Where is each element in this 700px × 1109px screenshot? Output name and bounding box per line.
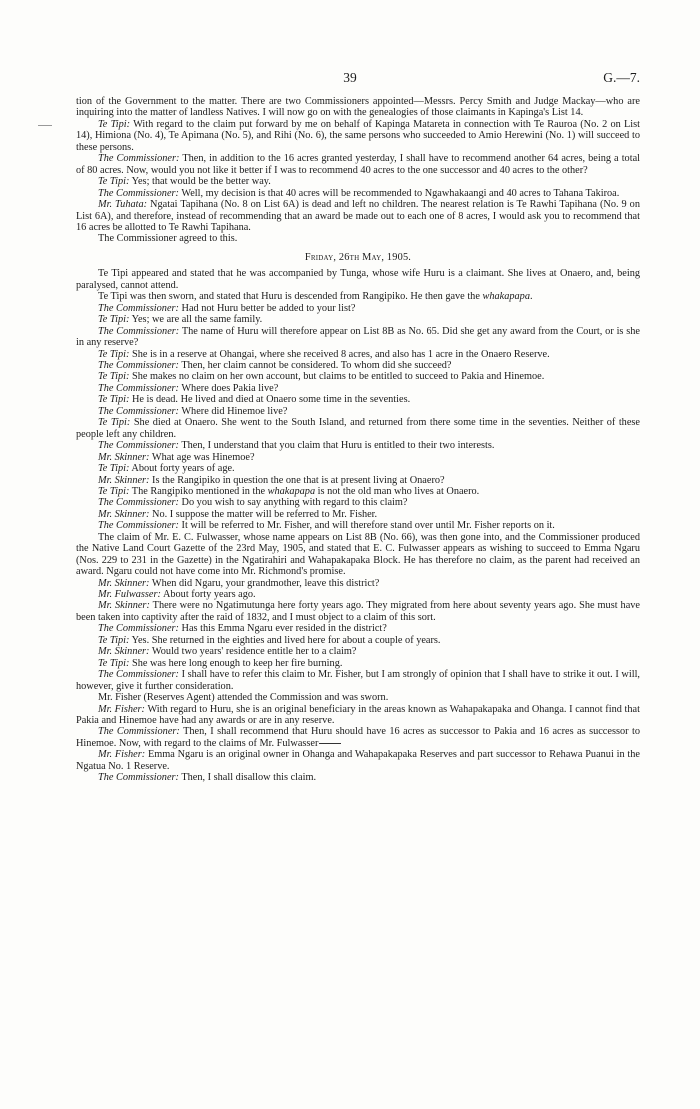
speaker-name: The Commissioner:	[98, 440, 179, 452]
italic-term: whakapapa	[267, 485, 316, 497]
paragraph	[76, 406, 640, 417]
paragraph	[76, 188, 640, 199]
paragraph	[76, 383, 640, 394]
paragraph	[76, 475, 640, 486]
margin-mark	[38, 125, 52, 126]
paragraph-text: Then, I shall disallow this claim.	[178, 772, 317, 784]
paragraph-text: About forty years of age.	[129, 463, 235, 475]
paragraph-text-end: .	[529, 291, 533, 303]
speaker-name: Te Tipi:	[98, 463, 130, 475]
speaker-name: The Commissioner:	[98, 726, 180, 738]
paragraph-text: Has this Emma Ngaru ever resided in the district?	[178, 623, 387, 635]
speaker-name: Mr. Skinner:	[98, 451, 150, 463]
paragraph	[76, 749, 640, 772]
paragraph-text: With regard to the claim put forward by me on behalf of Kapinga Matareta in connection with Te Rauroa (No. 2 on List 14), Himiona (No. 4), Te Apimana (No. 5), and Rihi (No. 6), the same persons who succeeded to Amio Herewini (No. 1) will succeed to these persons.	[76, 118, 640, 153]
paragraph-text: What age was Hinemoe?	[149, 451, 255, 463]
paragraph	[76, 233, 640, 244]
paragraph-text: Is the Rangipiko in question the one that is at present living at Onaero?	[149, 474, 445, 486]
paragraph	[76, 578, 640, 589]
paragraph	[76, 669, 640, 692]
speaker-name: The Commissioner:	[98, 359, 179, 371]
paragraph-text: It will be referred to Mr. Fisher, and will therefore stand over until Mr. Fisher reports on it.	[178, 520, 555, 532]
paragraph	[76, 726, 640, 749]
paragraph	[76, 176, 640, 187]
paragraph	[76, 326, 640, 349]
paragraph-text: Ngatai Tapihana (No. 8 on List 6A) is dead and left no children. The nearest relation is Te Rawhi Tapihana (No. 9 on List 6A), and therefore, instead of recommending that an award be made out to each one of 8 acres, I would ask you to recommend that 16 acres be allotted to Te Rawhi Tapihana.	[76, 199, 640, 233]
paragraph	[76, 463, 640, 474]
paragraph-text: Where does Pakia live?	[178, 382, 279, 394]
paragraph-text: tion of the Government to the matter. There are two Commissioners appointed—Messrs. Percy Smith and Judge Mackay—who are inquiring into the matter of landless Natives. I will now go on with the genealogies of those claimants in Kapinga's List 14.	[76, 96, 640, 119]
speaker-name: Mr. Skinner:	[98, 508, 150, 520]
speaker-name: The Commissioner:	[98, 669, 179, 681]
paragraph-text: Had not Huru better be added to your list?	[178, 302, 356, 314]
paragraph-text: She makes no claim on her own account, but claims to be entitled to succeed to Pakia and Hinemoe.	[129, 371, 545, 383]
speaker-name: Mr. Fisher:	[98, 703, 145, 715]
paragraph-text: There were no Ngatimutunga here forty years ago. They migrated from here about seventy years ago. She must have been taken into captivity after the raid of 1832, and I must object to a claim of this sort.	[76, 600, 640, 623]
paragraph-text: Do you wish to say anything with regard to this claim?	[178, 497, 408, 509]
speaker-name: The Commissioner:	[98, 302, 179, 314]
paragraph-text: Where did Hinemoe live?	[178, 405, 288, 417]
paragraph-text: The claim of Mr. E. C. Fulwasser, whose name appears on List 8B (No. 66), was then gone into, and the Commissioner produced the Native Land Court Gazette of the 23rd May, 1905, and stated that E. C. Fulwasser appears as wishing to succeed to Emma Ngaru (Nos. 229 to 231 in the Gazette) in the Ngatirahiri and Wahapakapaka Block. He has therefore no claim, as the parent had received an award. Ngaru could not have come into Mr. Richmond's promise.	[76, 531, 640, 578]
speaker-name: Te Tipi:	[98, 176, 130, 188]
paragraph-text: Then, in addition to the 16 acres granted yesterday, I shall have to recommend another 64 acres, being a total of 80 acres. Now, would you not like it better if I was to recommend 40 acres to the one successor and 40 acres to the other?	[76, 153, 640, 176]
speaker-name: Te Tipi:	[98, 417, 131, 429]
paragraph-text: Then, I understand that you claim that Huru is entitled to their two interests.	[178, 440, 495, 452]
paragraph	[76, 452, 640, 463]
speaker-name: Mr. Skinner:	[98, 474, 150, 486]
italic-term: whakapapa	[482, 291, 530, 303]
speaker-name: Te Tipi:	[98, 394, 130, 406]
paragraph-text: He is dead. He lived and died at Onaero some time in the seventies.	[129, 394, 411, 406]
paragraph-text: Mr. Fisher (Reserves Agent) attended the Commission and was sworn.	[98, 692, 389, 704]
paragraph-text: She was here long enough to keep her fire burning.	[129, 657, 343, 669]
speaker-name: Te Tipi:	[98, 348, 130, 360]
speaker-name: The Commissioner:	[98, 623, 179, 635]
paragraph	[76, 360, 640, 371]
paragraph	[76, 600, 640, 623]
paragraph	[76, 119, 640, 153]
speaker-name: Te Tipi:	[98, 485, 130, 497]
speaker-name: The Commissioner:	[98, 405, 179, 417]
paragraph-text: Yes; that would be the better way.	[129, 176, 271, 188]
speaker-name: The Commissioner:	[98, 497, 179, 509]
paragraph	[76, 394, 640, 405]
body-text	[76, 96, 640, 784]
paragraph	[76, 658, 640, 669]
paragraph	[76, 704, 640, 727]
paragraph	[76, 772, 640, 783]
paragraph-text-end: is not the old man who lives at Onaero.	[315, 485, 480, 497]
dash-rule	[319, 743, 341, 744]
paragraph	[76, 623, 640, 634]
paragraph	[76, 520, 640, 531]
paragraph	[76, 291, 640, 302]
speaker-name: Te Tipi:	[98, 314, 130, 326]
paragraph-text: When did Ngaru, your grandmother, leave this district?	[149, 577, 380, 589]
speaker-name: Te Tipi:	[98, 371, 130, 383]
speaker-name: Mr. Tuhata:	[98, 199, 148, 211]
paragraph	[76, 589, 640, 600]
speaker-name: The Commissioner:	[98, 153, 180, 165]
paragraph-text: Then, her claim cannot be considered. To whom did she succeed?	[178, 359, 452, 371]
paragraph	[76, 497, 640, 508]
paragraph-text: About forty years ago.	[160, 589, 256, 601]
paragraph	[76, 532, 640, 578]
speaker-name: Mr. Fulwasser:	[98, 589, 161, 601]
paragraph	[76, 692, 640, 703]
paragraph	[76, 96, 640, 119]
paragraph	[76, 635, 640, 646]
paragraph	[76, 646, 640, 657]
speaker-name: The Commissioner:	[98, 382, 179, 394]
speaker-name: The Commissioner:	[98, 772, 179, 784]
paragraph-text: She died at Onaero. She went to the South Island, and returned from there some time in the seventies. Neither of these people left any children.	[76, 417, 640, 440]
paragraph-text: Te Tipi appeared and stated that he was accompanied by Tunga, whose wife Huru is a claimant. She lives at Onaero, and, being paralysed, cannot attend.	[76, 268, 640, 291]
paragraph	[76, 417, 640, 440]
speaker-name: The Commissioner:	[98, 187, 179, 199]
paragraph-text: Would two years' residence entitle her to a claim?	[149, 646, 357, 658]
paragraph-text: Te Tipi was then sworn, and stated that Huru is descended from Rangipiko. He then gave the	[98, 291, 483, 303]
speaker-name: Te Tipi:	[98, 118, 131, 130]
paragraph-text: With regard to Huru, she is an original beneficiary in the areas known as Wahapakapaka and Ohanga. I cannot find that Pakia and Hinemoe have had any awards or are in any reserve.	[76, 703, 640, 727]
paragraph-text: She is in a reserve at Ohangai, where she received 8 acres, and also has 1 acre in the Onaero Reserve.	[129, 348, 550, 360]
paragraph-text: Then, I shall recommend that Huru should have 16 acres as successor to Pakia and 16 acres as successor to Hinemoe. Now, with regard to the claims of Mr. Fulwasser	[76, 726, 640, 749]
paragraph	[76, 199, 640, 233]
speaker-name: The Commissioner:	[98, 520, 179, 532]
speaker-name: Te Tipi:	[98, 657, 130, 669]
paragraph	[76, 303, 640, 314]
paragraph	[76, 509, 640, 520]
paragraph-text: I shall have to refer this claim to Mr. Fisher, but I am strongly of opinion that I shall have to strike it out. I will, however, give it further consideration.	[76, 669, 640, 692]
document-reference: G.—7.	[603, 70, 640, 85]
paragraph	[76, 268, 640, 291]
paragraph-text: Yes; we are all the same family.	[129, 314, 263, 326]
paragraph	[76, 314, 640, 325]
paragraph-text: Well, my decision is that 40 acres will be recommended to Ngawhakaangi and 40 acres to Tahana Takiroa.	[178, 187, 620, 199]
speaker-name: The Commissioner:	[98, 325, 180, 337]
speaker-name: Mr. Skinner:	[98, 577, 150, 589]
paragraph-text: The Commissioner agreed to this.	[98, 233, 238, 245]
page-header	[0, 70, 700, 86]
paragraph	[76, 349, 640, 360]
paragraph-text: Yes. She returned in the eighties and lived here for about a couple of years.	[129, 634, 441, 646]
paragraph-text: The name of Huru will therefore appear on List 8B as No. 65. Did she get any award from the Court, or is she in any reserve?	[76, 325, 640, 349]
paragraph	[76, 440, 640, 451]
paragraph-text: The Rangipiko mentioned in the	[129, 485, 268, 497]
paragraph	[76, 153, 640, 176]
speaker-name: Mr. Fisher:	[98, 749, 146, 761]
speaker-name: Mr. Skinner:	[98, 600, 150, 612]
speaker-name: Mr. Skinner:	[98, 646, 150, 658]
page-number: 39	[343, 70, 357, 85]
paragraph-text: Emma Ngaru is an original owner in Ohanga and Wahapakapaka Reserves and part successor to Rehawa Puanui in the Ngatua No. 1 Reserve.	[76, 749, 640, 772]
paragraph	[76, 371, 640, 382]
paragraph	[76, 486, 640, 497]
speaker-name: Te Tipi:	[98, 634, 130, 646]
paragraph-text: No. I suppose the matter will be referred to Mr. Fisher.	[149, 508, 378, 520]
date-heading: Friday, 26th May, 1905.	[304, 251, 412, 263]
